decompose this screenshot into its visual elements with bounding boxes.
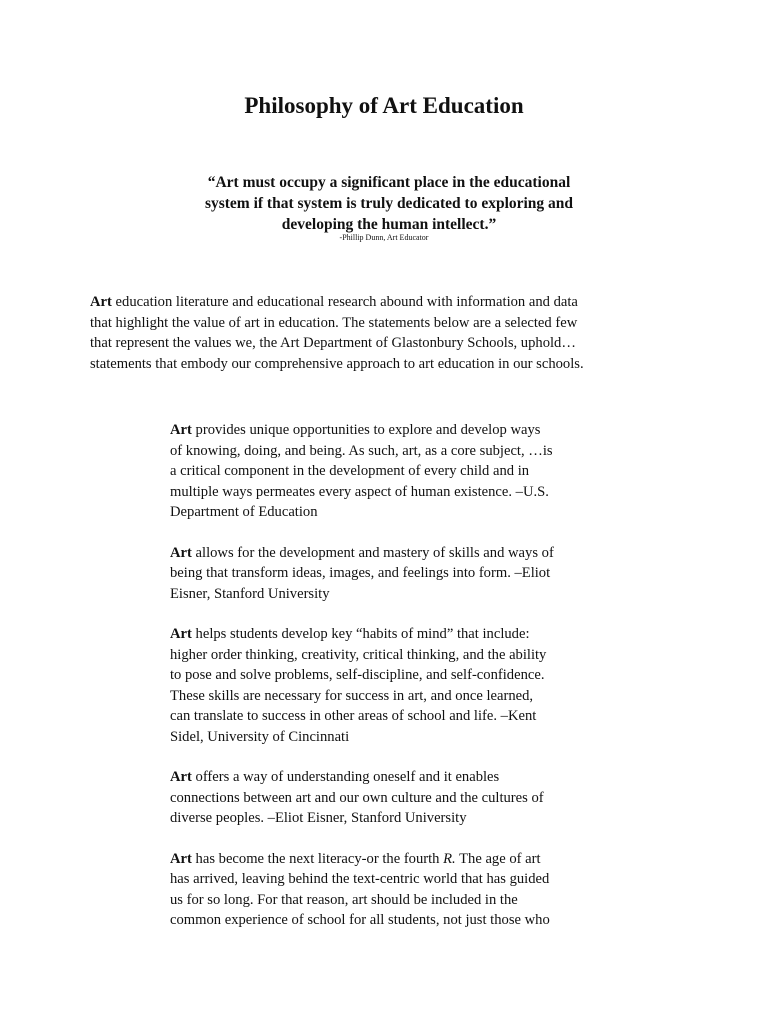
statement-line: higher order thinking, creativity, critical thinking, and the ability (170, 646, 547, 663)
statement-line-text: has become the next literacy-or the fourth (191, 850, 444, 867)
statements-list (170, 420, 640, 951)
statement-line (170, 543, 640, 564)
intro-line-text: education literature and educational research abound with information and data (111, 294, 578, 310)
statement-line: connections between art and our own culture and the cultures of (170, 789, 544, 806)
opening-quote (170, 172, 608, 235)
statement-paragraph (170, 767, 640, 829)
statement-lead-word: Art (170, 769, 192, 785)
statement-line-text: allows for the development and mastery of skills and ways of (191, 544, 554, 561)
statement-lead-word: Art (170, 422, 192, 438)
statement-line (170, 420, 640, 441)
statement-line (170, 767, 640, 788)
statement-line (170, 624, 640, 645)
intro-line: that represent the values we, the Art Department of Glastonbury Schools, uphold… (90, 335, 576, 351)
statement-line: diverse peoples. –Eliot Eisner, Stanford University (170, 810, 467, 826)
statement-line: has arrived, leaving behind the text-centric world that has guided (170, 871, 550, 887)
intro-paragraph (90, 292, 690, 374)
statement-paragraph (170, 543, 640, 605)
page-title: Philosophy of Art Education (244, 93, 524, 118)
statement-line: being that transform ideas, images, and feelings into form. –Eliot (170, 565, 551, 581)
statement-paragraph (170, 624, 640, 747)
intro-lead-word: Art (90, 294, 112, 310)
statement-line-text: The age of art (455, 850, 541, 867)
statement-line (170, 849, 640, 870)
statement-line: common experience of school for all students, not just those who (170, 912, 550, 928)
statement-line-text: offers a way of understanding oneself and it enables (191, 769, 500, 785)
statement-line: These skills are necessary for success in art, and once learned, (170, 687, 534, 704)
statement-line: can translate to success in other areas of school and life. –Kent (170, 708, 537, 724)
intro-line: that highlight the value of art in education. The statements below are a selected few (90, 314, 578, 331)
statement-line: Department of Education (170, 504, 318, 520)
quote-line: system if that system is truly dedicated to exploring and (204, 195, 574, 212)
quote-attribution: -Phillip Dunn, Art Educator (339, 233, 429, 242)
intro-line: statements that embody our comprehensive approach to art education in our schools. (90, 355, 584, 372)
quote-line: developing the human intellect.” (281, 216, 497, 233)
intro-line (90, 292, 690, 313)
statement-lead-word: Art (170, 850, 192, 867)
statement-line: of knowing, doing, and being. As such, art, as a core subject, …is (170, 442, 553, 459)
quote-line: “Art must occupy a significant place in the educational (207, 174, 571, 191)
statement-line: us for so long. For that reason, art should be included in the (170, 891, 518, 908)
statement-lead-word: Art (170, 626, 192, 642)
statement-line: Sidel, University of Cincinnati (170, 728, 350, 745)
statement-line: multiple ways permeates every aspect of human existence. –U.S. (170, 483, 549, 500)
statement-paragraph (170, 420, 640, 523)
statement-italic-r: R. (443, 850, 456, 867)
statement-lead-word: Art (170, 544, 192, 561)
statement-line: a critical component in the development of every child and in (170, 463, 530, 479)
statement-paragraph (170, 849, 640, 931)
statement-line-text: provides unique opportunities to explore and develop ways (191, 422, 541, 438)
statement-line: to pose and solve problems, self-discipline, and self-confidence. (170, 667, 545, 683)
statement-line: Eisner, Stanford University (170, 585, 330, 602)
statement-line-text: helps students develop key “habits of mind” that include: (191, 626, 530, 642)
